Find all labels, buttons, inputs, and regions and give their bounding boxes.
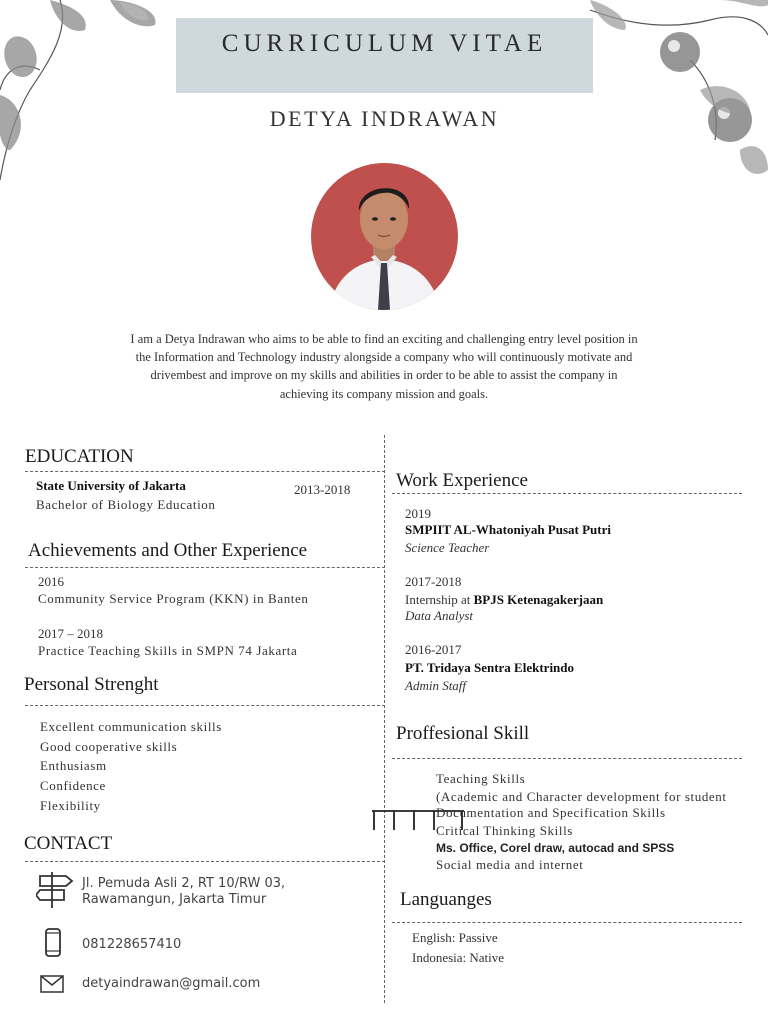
envelope-icon [40, 975, 64, 993]
work-year: 2017-2018 [405, 574, 462, 589]
language-item: English: Passive [412, 930, 498, 945]
skill-item: Ms. Office, Corel draw, autocad and SPSS [436, 841, 675, 855]
summary-line: the Information and Technology industry alongside a company who will continuously motivate and [135, 350, 633, 365]
botanical-decoration-right [570, 0, 768, 200]
achievement-desc: Practice Teaching Skills in SMPN 74 Jakarta [38, 643, 298, 658]
skill-item: (Academic and Character development for student [436, 789, 727, 804]
degree-name: Bachelor of Biology Education [36, 497, 216, 512]
address-line: Jl. Pemuda Asli 2, RT 10/RW 03, [82, 876, 286, 891]
email-address[interactable]: detyaindrawan@gmail.com [82, 976, 261, 991]
botanical-decoration-left [0, 0, 170, 200]
summary-line: I am a Detya Indrawan who aims to be able to find an exciting and challenging entry level position in [130, 332, 638, 346]
address-line: Rawamangun, Jakarta Timur [82, 892, 267, 907]
skill-item: Social media and internet [436, 857, 584, 872]
section-divider [25, 567, 385, 568]
document-title: CURRICULUM VITAE [221, 30, 548, 57]
person-name: DETYA INDRAWAN [269, 106, 500, 131]
phone-number[interactable]: 081228657410 [82, 937, 182, 952]
work-year: 2016-2017 [405, 642, 462, 657]
education-years: 2013-2018 [294, 482, 351, 497]
work-org: BPJS Ketenagakerjaan [473, 592, 604, 607]
language-item: Indonesia: Native [412, 950, 505, 965]
section-divider [392, 758, 742, 759]
contact-heading: CONTACT [24, 833, 113, 854]
work-role: Data Analyst [405, 608, 474, 623]
strengths-heading: Personal Strenght [24, 674, 159, 695]
skill-item: Teaching Skills [436, 771, 526, 786]
work-role: Science Teacher [405, 540, 490, 555]
skill-item: Documentation and Specification Skills [436, 805, 666, 820]
strength-item: Good cooperative skills [40, 739, 178, 754]
school-name: State University of Jakarta [36, 478, 186, 493]
achievement-year: 2017 – 2018 [38, 626, 103, 641]
summary-line: achieving its company mission and goals. [279, 386, 489, 401]
section-divider [392, 922, 742, 923]
summary-line: drivembest and improve on my skills and abilities in order to be able to assist the company in [150, 368, 618, 383]
strength-item: Flexibility [40, 798, 101, 813]
work-year: 2019 [405, 506, 431, 521]
work-org: SMPIIT AL-Whatoniyah Pusat Putri [405, 522, 611, 537]
languages-heading: Languanges [400, 889, 492, 910]
work-org: PT. Tridaya Sentra Elektrindo [405, 660, 575, 675]
profile-photo [311, 163, 458, 310]
achievement-year: 2016 [38, 574, 64, 589]
phone-icon [44, 928, 62, 958]
strength-item: Excellent communication skills [40, 719, 222, 734]
career-summary [82, 330, 686, 403]
work-role: Admin Staff [405, 678, 467, 693]
section-divider [25, 861, 385, 862]
education-heading: EDUCATION [25, 446, 134, 467]
achievement-desc: Community Service Program (KKN) in Banten [38, 591, 309, 606]
work-org-line [405, 592, 603, 608]
strength-item: Enthusiasm [40, 758, 107, 773]
skills-heading: Proffesional Skill [396, 723, 530, 744]
section-divider [25, 471, 385, 472]
achievements-heading: Achievements and Other Experience [28, 540, 308, 561]
strength-item: Confidence [40, 778, 106, 793]
section-divider [25, 705, 385, 706]
work-prefix: Internship at [405, 592, 474, 607]
person-avatar-icon [311, 163, 458, 310]
section-divider [392, 493, 742, 494]
work-heading: Work Experience [396, 470, 528, 491]
signpost-icon [36, 870, 74, 910]
skill-item: Critical Thinking Skills [436, 823, 573, 838]
column-divider [384, 435, 385, 1003]
